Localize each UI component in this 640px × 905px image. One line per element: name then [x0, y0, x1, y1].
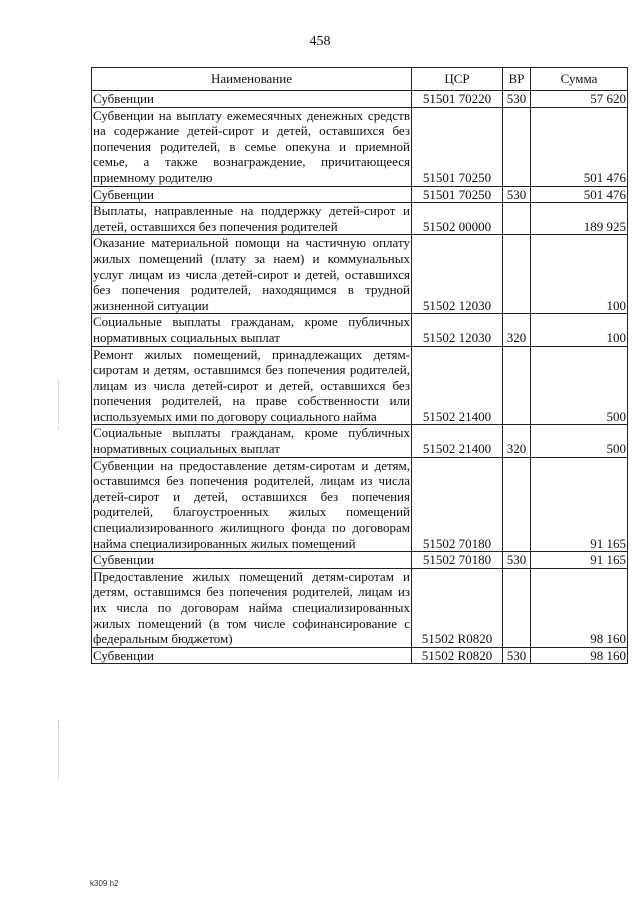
row-name: Оказание материальной помощи на частичную оплату жилых помещений (плату за наем) и коммунальных услуг лицам из числа детей-сирот и детей, оставшихся без попечения родителей, находящимся в трудной жизненной ситуации	[93, 235, 410, 313]
row-sum: 500	[531, 346, 628, 425]
row-csr: 51501 70220	[412, 91, 503, 108]
binding-mark-top	[58, 380, 60, 430]
table-row	[92, 568, 628, 647]
row-csr: 51502 00000	[412, 203, 503, 235]
row-name: Субвенции	[92, 186, 412, 203]
footer-code: k309 h2	[90, 879, 119, 888]
row-sum: 98 160	[531, 568, 628, 647]
header-name: Наименование	[92, 68, 412, 91]
row-vr: 530	[503, 552, 531, 569]
row-vr: 320	[503, 425, 531, 457]
row-sum: 57 620	[531, 91, 628, 108]
table-row	[92, 91, 628, 108]
row-name: Предоставление жилых помещений детям-сиротам и детям, оставшимся без попечения родителей, лицам из их числа по договорам найма специализированных жилых помещений (в том числе софинансирование с федеральным бюджетом)	[93, 568, 410, 647]
table-row	[92, 552, 628, 569]
row-sum: 100	[531, 235, 628, 314]
table-row	[92, 314, 628, 346]
row-name: Субвенции на предоставление детям-сиротам и детям, оставшимся без попечения родителей, лицам из числа детей-сирот и детей, оставшихся без попечения родителей, благоустроенных жилых помещений специализированного жилищного фонда по договорам найма специализированных жилых помещений	[93, 457, 410, 551]
header-csr: ЦСР	[412, 68, 503, 91]
row-csr: 51502 12030	[412, 314, 503, 346]
row-sum: 91 165	[531, 552, 628, 569]
header-sum: Сумма	[531, 68, 628, 91]
row-vr	[503, 107, 531, 186]
row-csr: 51502 70180	[412, 552, 503, 569]
header-vr: ВР	[503, 68, 531, 91]
row-csr: 51501 70250	[412, 107, 503, 186]
row-name: Субвенции	[92, 91, 412, 108]
row-vr	[503, 346, 531, 425]
binding-mark-bottom	[58, 720, 60, 780]
row-sum: 189 925	[531, 203, 628, 235]
table-row	[92, 457, 628, 552]
row-sum: 500	[531, 425, 628, 457]
table-header-row	[92, 68, 628, 91]
row-vr	[503, 457, 531, 552]
table-row	[92, 346, 628, 425]
row-csr: 51502 R0820	[412, 568, 503, 647]
row-sum: 501 476	[531, 186, 628, 203]
row-sum: 98 160	[531, 647, 628, 664]
row-sum: 501 476	[531, 107, 628, 186]
row-csr: 51502 70180	[412, 457, 503, 552]
row-sum: 91 165	[531, 457, 628, 552]
row-csr: 51502 R0820	[412, 647, 503, 664]
table-row	[92, 647, 628, 664]
row-vr: 530	[503, 91, 531, 108]
row-name: Социальные выплаты гражданам, кроме публичных нормативных социальных выплат	[93, 425, 410, 457]
table-row	[92, 425, 628, 457]
row-name: Субвенции на выплату ежемесячных денежных средств на содержание детей-сирот и детей, оставшихся без попечения родителей, в семье опекуна и приемной семье, а также вознаграждение, причитающееся приемному родителю	[93, 107, 410, 185]
row-name: Социальные выплаты гражданам, кроме публичных нормативных социальных выплат	[93, 314, 410, 345]
row-name: Субвенции	[92, 647, 412, 664]
row-csr: 51502 12030	[412, 235, 503, 314]
table-row	[92, 203, 628, 235]
row-name: Выплаты, направленные на поддержку детей-сирот и детей, оставшихся без попечения родителей	[93, 203, 410, 234]
table-row	[92, 235, 628, 314]
table-row	[92, 186, 628, 203]
row-csr: 51502 21400	[412, 346, 503, 425]
page-number: 458	[309, 34, 331, 49]
budget-table	[91, 67, 628, 664]
row-csr: 51501 70250	[412, 186, 503, 203]
row-vr	[503, 235, 531, 314]
row-vr: 530	[503, 186, 531, 203]
row-csr: 51502 21400	[412, 425, 503, 457]
row-name: Субвенции	[92, 552, 412, 569]
row-name: Ремонт жилых помещений, принадлежащих детям-сиротам и детям, оставшимся без попечения родителей, лицам из числа детей-сирот и детей, оставшихся без попечения родителей, на праве собственности или используемых ими по договору социального найма	[93, 346, 410, 424]
table-row	[92, 107, 628, 186]
row-vr: 320	[503, 314, 531, 346]
row-vr	[503, 203, 531, 235]
row-vr: 530	[503, 647, 531, 664]
row-sum: 100	[531, 314, 628, 346]
row-vr	[503, 568, 531, 647]
